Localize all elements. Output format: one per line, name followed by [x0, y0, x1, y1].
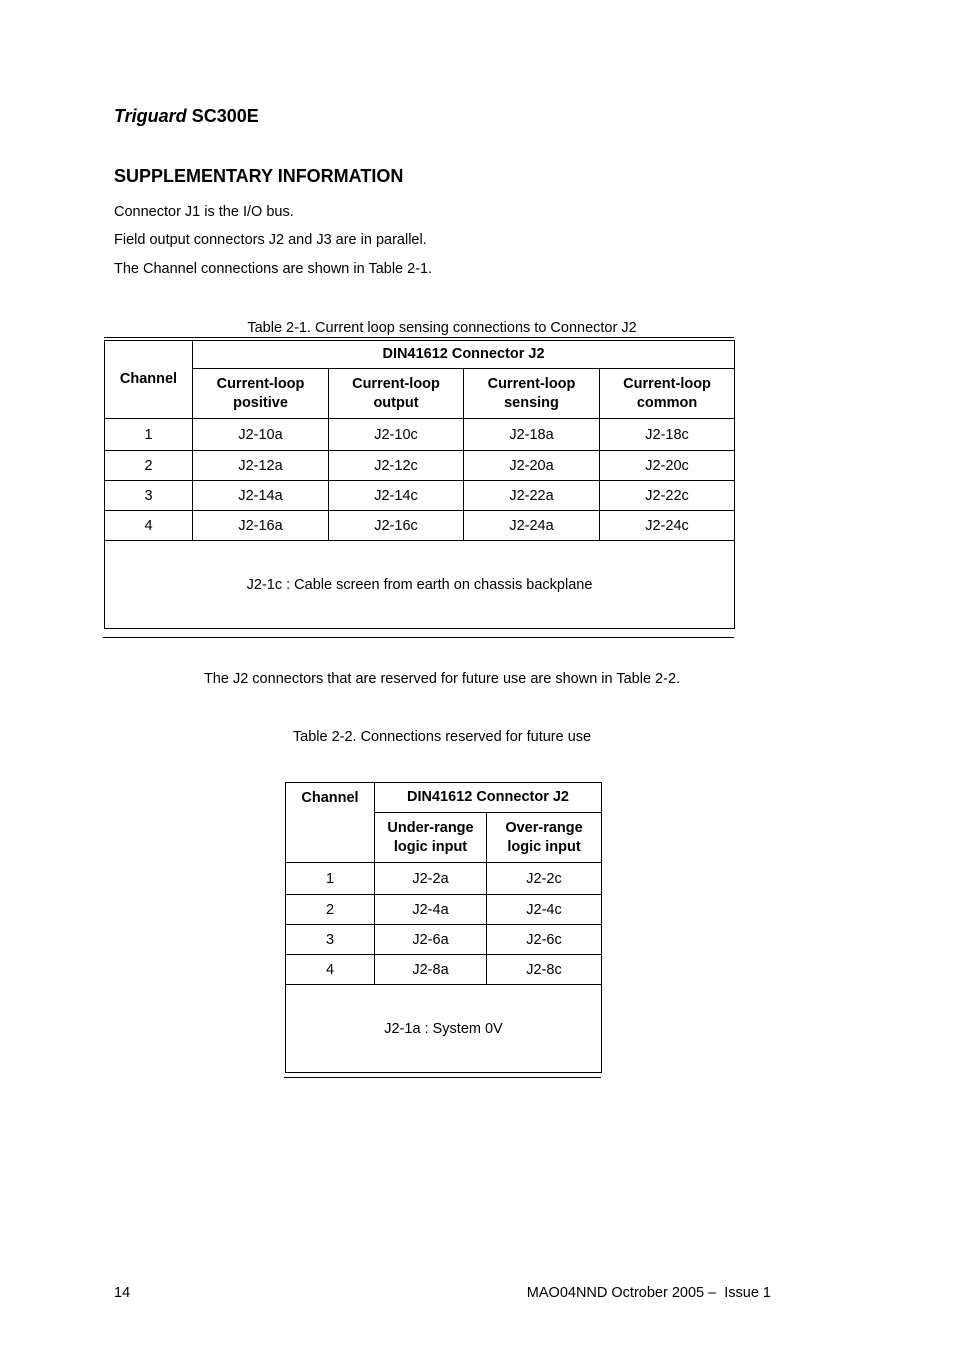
table-cell: 3 [105, 481, 193, 511]
table-cell: 1 [286, 863, 375, 895]
table1-col-header: Current-loop positive [193, 369, 329, 419]
table1-col-header: Current-loop common [600, 369, 735, 419]
table-cell: 3 [286, 925, 375, 955]
table1-note: J2-1c : Cable screen from earth on chassis backplane [105, 541, 735, 629]
table1-bottom-rule [103, 637, 734, 638]
table1-caption: Table 2-1. Current loop sensing connections to Connector J2 [247, 320, 637, 336]
table-cell: J2-6c [487, 925, 602, 955]
table-cell: J2-2c [487, 863, 602, 895]
table-row [286, 863, 602, 895]
table-cell: J2-24c [600, 511, 735, 541]
section-title: SUPPLEMENTARY INFORMATION [114, 166, 404, 186]
table2-col-header: Over-range logic input [487, 813, 602, 863]
table-cell: J2-4a [375, 895, 487, 925]
table-cell: J2-4c [487, 895, 602, 925]
table-row [105, 419, 735, 451]
table1 [104, 340, 735, 629]
table-row [286, 895, 602, 925]
table1-channel-header: Channel [105, 341, 193, 419]
table-cell: 1 [105, 419, 193, 451]
table-cell: J2-10a [193, 419, 329, 451]
table-cell: J2-22c [600, 481, 735, 511]
table-cell: J2-22a [464, 481, 600, 511]
table-cell: J2-18a [464, 419, 600, 451]
table1-col-header: Current-loop output [329, 369, 464, 419]
table2-bottom-rule [284, 1077, 601, 1078]
table2-col-header: Under-range logic input [375, 813, 487, 863]
table-cell: J2-20a [464, 451, 600, 481]
table2-group-header: DIN41612 Connector J2 [375, 783, 602, 813]
table-cell: J2-8a [375, 955, 487, 985]
table2-caption: Table 2-2. Connections reserved for future use [292, 729, 592, 745]
table-cell: J2-6a [375, 925, 487, 955]
document-reference: MAO04NND Octrober 2005 – Issue 1 [526, 1285, 771, 1301]
table-cell: J2-14c [329, 481, 464, 511]
table-cell: J2-16a [193, 511, 329, 541]
table2-note: J2-1a : System 0V [286, 985, 602, 1073]
table-cell: J2-14a [193, 481, 329, 511]
table-row [286, 925, 602, 955]
table-cell: 4 [105, 511, 193, 541]
table-row [105, 451, 735, 481]
table-cell: J2-16c [329, 511, 464, 541]
table-cell: J2-8c [487, 955, 602, 985]
table-row [105, 511, 735, 541]
table-row [286, 955, 602, 985]
table-cell: J2-20c [600, 451, 735, 481]
document-title [114, 106, 259, 127]
paragraph-j2-j3: Field output connectors J2 and J3 are in parallel. [114, 232, 427, 248]
product-name: Triguard [114, 106, 187, 126]
reserved-connectors-text: The J2 connectors that are reserved for future use are shown in Table 2-2. [203, 671, 681, 687]
page-number: 14 [114, 1285, 131, 1301]
table-cell: J2-24a [464, 511, 600, 541]
table-cell: J2-10c [329, 419, 464, 451]
table1-col-header: Current-loop sensing [464, 369, 600, 419]
table1-top-rule [104, 337, 734, 338]
table-cell: J2-12c [329, 451, 464, 481]
table-cell: J2-2a [375, 863, 487, 895]
table1-group-header: DIN41612 Connector J2 [193, 341, 735, 369]
table-cell: 2 [105, 451, 193, 481]
table-cell: 4 [286, 955, 375, 985]
paragraph-channel-connections: The Channel connections are shown in Table 2-1. [114, 261, 433, 277]
table2 [285, 782, 602, 1073]
table-cell: J2-18c [600, 419, 735, 451]
table-cell: J2-12a [193, 451, 329, 481]
table2-channel-header: Channel [286, 783, 375, 863]
table-cell: 2 [286, 895, 375, 925]
paragraph-j1: Connector J1 is the I/O bus. [114, 204, 294, 220]
product-model: SC300E [191, 106, 259, 126]
table-row [105, 481, 735, 511]
